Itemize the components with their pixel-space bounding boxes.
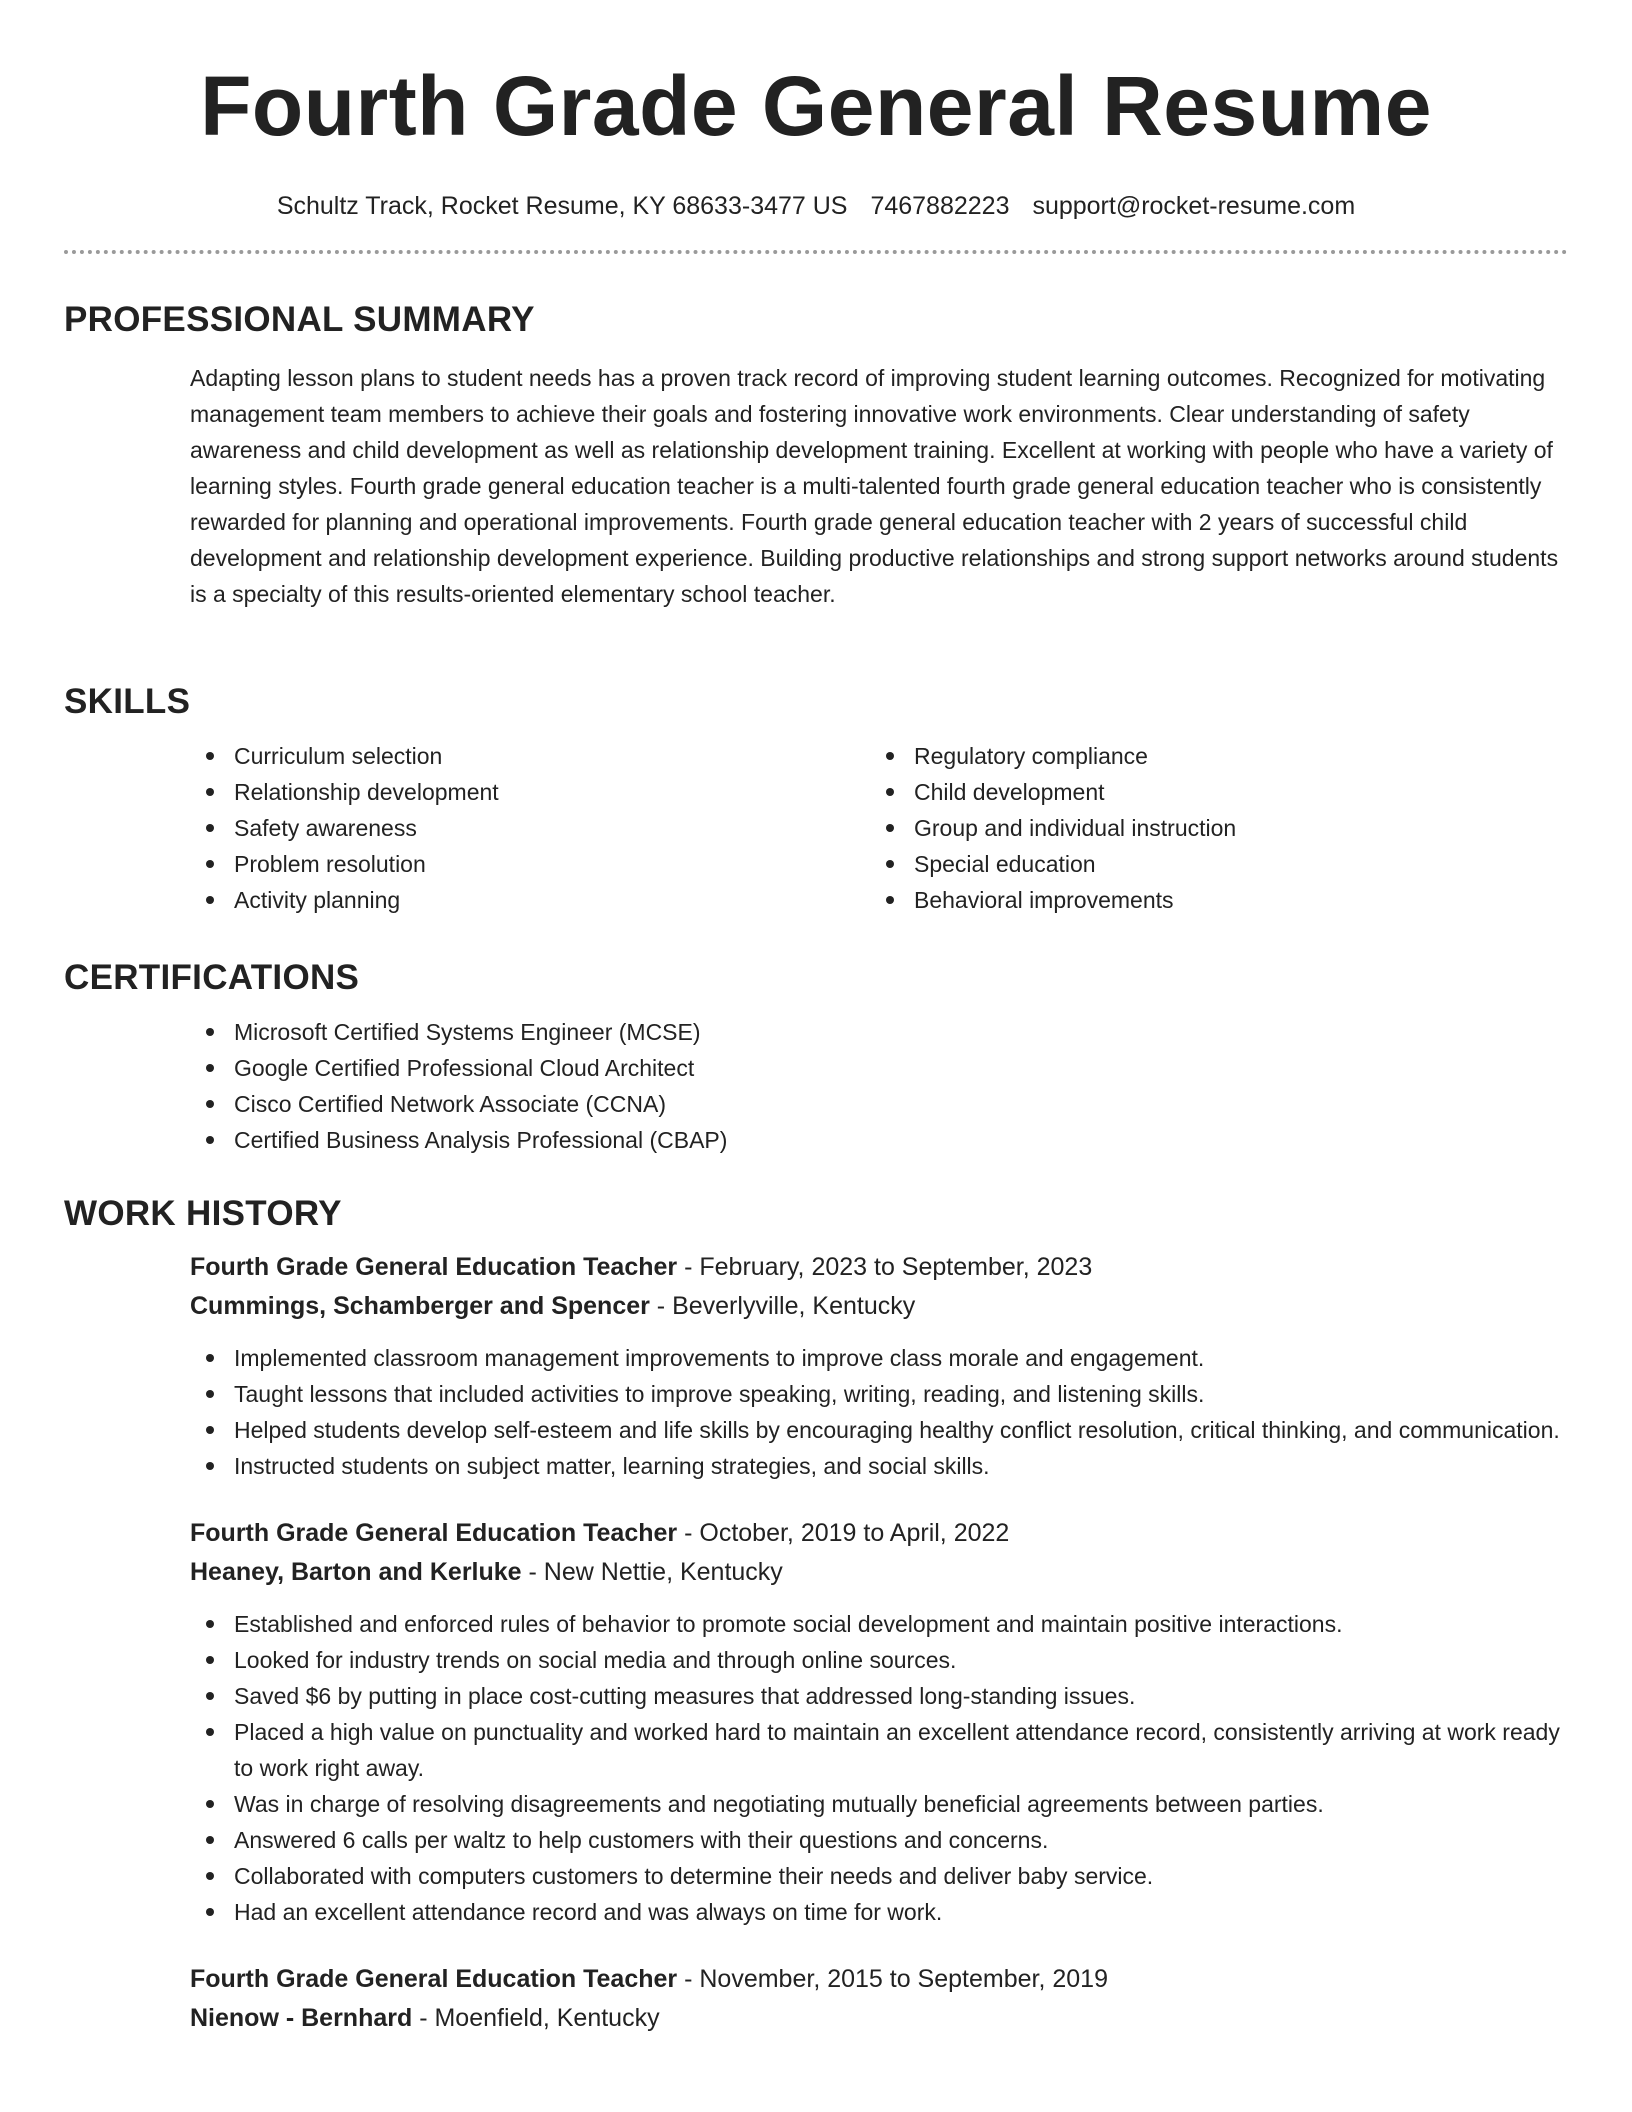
- list-item: Certified Business Analysis Professional (CBAP): [190, 1122, 1568, 1158]
- job-title-line: [190, 1248, 1568, 1287]
- certifications-section: [64, 956, 1568, 1158]
- job-company-line: [190, 1553, 1568, 1592]
- list-item: Problem resolution: [190, 846, 870, 882]
- skills-list-right: [870, 738, 1550, 918]
- bullet-icon: [886, 860, 894, 868]
- work-history-body: [190, 1248, 1568, 2038]
- bullet-icon: [206, 1462, 214, 1470]
- work-history-section: [64, 1192, 1568, 2038]
- job-duties-list: [190, 1606, 1568, 1930]
- job-duties-list: [190, 1340, 1568, 1484]
- bullet-icon: [206, 1390, 214, 1398]
- list-item: Was in charge of resolving disagreements and negotiating mutually beneficial agreements between parties.: [190, 1786, 1568, 1822]
- list-item: Collaborated with computers customers to determine their needs and deliver baby service.: [190, 1858, 1568, 1894]
- list-item: Cisco Certified Network Associate (CCNA): [190, 1086, 1568, 1122]
- bullet-icon: [206, 1728, 214, 1736]
- bullet-icon: [886, 788, 894, 796]
- skills-list-left: [190, 738, 870, 918]
- list-item: Google Certified Professional Cloud Architect: [190, 1050, 1568, 1086]
- list-item: Relationship development: [190, 774, 870, 810]
- job-company: Nienow - Bernhard: [190, 2004, 413, 2032]
- job-entry: [190, 1248, 1568, 1484]
- job-entry: [190, 1960, 1568, 2038]
- bullet-icon: [206, 1800, 214, 1808]
- summary-heading: PROFESSIONAL SUMMARY: [64, 300, 535, 339]
- bullet-icon: [886, 824, 894, 832]
- list-item: Regulatory compliance: [870, 738, 1550, 774]
- list-item: Placed a high value on punctuality and worked hard to maintain an excellent attendance record, consistently arriving at work ready to work right away.: [190, 1714, 1568, 1786]
- certifications-list: [190, 1014, 1568, 1158]
- job-entry: [190, 1514, 1568, 1930]
- list-item: Helped students develop self-esteem and life skills by encouraging healthy conflict resolution, critical thinking, and communication.: [190, 1412, 1568, 1448]
- contact-phone: 7467882223: [870, 192, 1010, 220]
- skills-heading: SKILLS: [64, 682, 191, 721]
- bullet-icon: [206, 824, 214, 832]
- list-item: Safety awareness: [190, 810, 870, 846]
- bullet-icon: [206, 1908, 214, 1916]
- list-item: Answered 6 calls per waltz to help customers with their questions and concerns.: [190, 1822, 1568, 1858]
- list-item: Had an excellent attendance record and was always on time for work.: [190, 1894, 1568, 1930]
- list-item: Curriculum selection: [190, 738, 870, 774]
- list-item: Looked for industry trends on social media and through online sources.: [190, 1642, 1568, 1678]
- list-item: Child development: [870, 774, 1550, 810]
- skills-section: [64, 680, 1568, 918]
- job-dates: - February, 2023 to September, 2023: [677, 1253, 1093, 1281]
- job-location: - New Nettie, Kentucky: [521, 1558, 783, 1586]
- list-item: Instructed students on subject matter, learning strategies, and social skills.: [190, 1448, 1568, 1484]
- bullet-icon: [206, 1836, 214, 1844]
- bullet-icon: [206, 1620, 214, 1628]
- bullet-icon: [886, 752, 894, 760]
- contact-email: support@rocket-resume.com: [1032, 192, 1356, 220]
- list-item: Implemented classroom management improvements to improve class morale and engagement.: [190, 1340, 1568, 1376]
- resume-title: Fourth Grade General Resume: [200, 59, 1432, 153]
- list-item: Microsoft Certified Systems Engineer (MCSE): [190, 1014, 1568, 1050]
- bullet-icon: [206, 1028, 214, 1036]
- job-title-line: [190, 1960, 1568, 1999]
- job-location: - Beverlyville, Kentucky: [649, 1292, 916, 1320]
- list-item: Group and individual instruction: [870, 810, 1550, 846]
- job-company-line: [190, 1999, 1568, 2038]
- skills-columns: [190, 724, 1568, 918]
- job-title-line: [190, 1514, 1568, 1553]
- list-item: Activity planning: [190, 882, 870, 918]
- header-divider: [64, 250, 1568, 254]
- contact-line: [0, 190, 1632, 222]
- bullet-icon: [206, 788, 214, 796]
- bullet-icon: [206, 1354, 214, 1362]
- list-item: Saved $6 by putting in place cost-cutting measures that addressed long-standing issues.: [190, 1678, 1568, 1714]
- job-role: Fourth Grade General Education Teacher: [190, 1965, 678, 1993]
- bullet-icon: [206, 1656, 214, 1664]
- summary-text: Adapting lesson plans to student needs has a proven track record of improving student learning outcomes. Recognized for motivating management team members to achieve their goals and fostering innovative work environments. Clear understanding of safety awareness and child development as well as relationship development training. Excellent at working with people who have a variety of learning styles. Fourth grade general education teacher is a multi-talented fourth grade general education teacher who is consistently rewarded for planning and operational improvements. Fourth grade general education teacher with 2 years of successful child development and relationship development experience. Building productive relationships and strong support networks around students is a specialty of this results-oriented elementary school teacher.: [190, 365, 1559, 607]
- bullet-icon: [206, 1872, 214, 1880]
- list-item: Taught lessons that included activities to improve speaking, writing, reading, and listening skills.: [190, 1376, 1568, 1412]
- job-role: Fourth Grade General Education Teacher: [190, 1253, 678, 1281]
- certifications-body: [190, 1014, 1568, 1158]
- bullet-icon: [206, 1100, 214, 1108]
- job-company: Heaney, Barton and Kerluke: [190, 1558, 522, 1586]
- job-company: Cummings, Schamberger and Spencer: [190, 1292, 650, 1320]
- bullet-icon: [206, 860, 214, 868]
- work-history-heading: WORK HISTORY: [64, 1194, 342, 1233]
- resume-header: [0, 0, 1632, 222]
- certifications-heading: CERTIFICATIONS: [64, 958, 360, 997]
- summary-section: [64, 298, 1568, 612]
- bullet-icon: [206, 1426, 214, 1434]
- list-item: Behavioral improvements: [870, 882, 1550, 918]
- list-item: Special education: [870, 846, 1550, 882]
- bullet-icon: [206, 752, 214, 760]
- job-dates: - October, 2019 to April, 2022: [677, 1519, 1010, 1547]
- bullet-icon: [206, 1064, 214, 1072]
- job-company-line: [190, 1287, 1568, 1326]
- job-dates: - November, 2015 to September, 2019: [677, 1965, 1108, 1993]
- contact-address: Schultz Track, Rocket Resume, KY 68633-3477 US: [276, 192, 848, 220]
- bullet-icon: [206, 896, 214, 904]
- bullet-icon: [886, 896, 894, 904]
- job-location: - Moenfield, Kentucky: [412, 2004, 660, 2032]
- list-item: Established and enforced rules of behavior to promote social development and maintain positive interactions.: [190, 1606, 1568, 1642]
- bullet-icon: [206, 1692, 214, 1700]
- job-role: Fourth Grade General Education Teacher: [190, 1519, 678, 1547]
- bullet-icon: [206, 1136, 214, 1144]
